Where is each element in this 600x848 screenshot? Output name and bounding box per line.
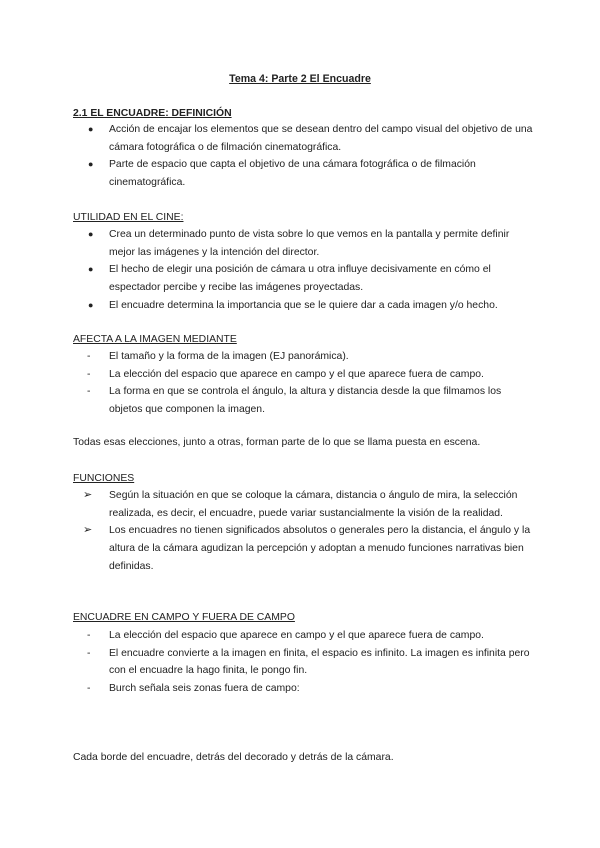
list-item: [73, 297, 533, 315]
section-heading-funciones: FUNCIONES: [73, 473, 135, 484]
section-heading-campo: ENCUADRE EN CAMPO Y FUERA DE CAMPO: [73, 612, 295, 623]
dash-icon: -: [87, 368, 91, 380]
list-item: [73, 645, 533, 680]
list-item: [73, 366, 533, 384]
list-item: [73, 121, 533, 156]
section-heading-afecta: AFECTA A LA IMAGEN MEDIANTE: [73, 334, 237, 345]
list-item: [73, 348, 533, 366]
arrow-bullet-icon: ➢: [83, 489, 93, 501]
definicion-list: [73, 121, 533, 192]
list-item: [73, 680, 533, 698]
bullet-icon: ●: [88, 264, 94, 275]
campo-list: [73, 627, 533, 698]
list-item-text: Burch señala seis zonas fuera de campo:: [109, 683, 300, 695]
list-item-text: La elección del espacio que aparece en campo y el que aparece fuera de campo.: [109, 368, 484, 380]
list-item: [73, 487, 533, 522]
dash-icon: -: [87, 647, 91, 659]
document-title: Tema 4: Parte 2 El Encuadre: [229, 73, 371, 85]
list-item: [73, 226, 533, 261]
dash-icon: -: [87, 683, 91, 695]
list-item-text: El tamaño y la forma de la imagen (EJ panorámica).: [109, 351, 349, 362]
list-item-text: La elección del espacio que aparece en campo y el que aparece fuera de campo.: [109, 630, 484, 641]
dash-icon: -: [87, 630, 91, 641]
list-item-text: Crea un determinado punto de vista sobre lo que vemos en la pantalla y permite definir mejor las imágenes y la intención del director.: [109, 229, 510, 258]
bullet-icon: ●: [88, 229, 94, 239]
list-item: [73, 156, 533, 191]
afecta-list: [73, 348, 533, 419]
arrow-bullet-icon: ➢: [83, 524, 93, 537]
section-heading-utilidad: UTILIDAD EN EL CINE:: [73, 212, 184, 223]
list-item: [73, 383, 533, 418]
list-item-text: El encuadre determina la importancia que se le quiere dar a cada imagen y/o hecho.: [109, 299, 498, 311]
list-item: [73, 522, 533, 575]
utilidad-list: [73, 226, 533, 315]
list-item-text: Parte de espacio que capta el objetivo de una cámara fotográfica o de filmación cinematográfica.: [109, 159, 476, 189]
list-item-text: La forma en que se controla el ángulo, la altura y distancia desde la que filmamos los objetos que componen la imagen.: [109, 386, 502, 416]
dash-icon: -: [87, 386, 91, 398]
list-item: [73, 261, 533, 296]
bullet-icon: ●: [88, 159, 94, 170]
dash-icon: -: [87, 351, 91, 362]
funciones-list: [73, 487, 533, 576]
list-item-text: El hecho de elegir una posición de cámara u otra influye decisivamente en cómo el espectador percibe y recibe las imágenes proyectadas.: [109, 264, 491, 294]
puesta-en-escena-paragraph: Todas esas elecciones, junto a otras, forman parte de lo que se llama puesta en escena.: [73, 437, 481, 448]
list-item-text: Acción de encajar los elementos que se desean dentro del campo visual del objetivo de una cámara fotográfica o de filmación cinematográfica.: [109, 124, 533, 153]
bullet-icon: ●: [88, 124, 94, 134]
bordes-paragraph: Cada borde del encuadre, detrás del decorado y detrás de la cámara.: [73, 752, 394, 763]
section-heading-definicion: 2.1 EL ENCUADRE: DEFINICIÓN: [73, 108, 232, 119]
list-item: [73, 627, 533, 645]
bullet-icon: ●: [88, 299, 94, 310]
list-item-text: El encuadre convierte a la imagen en finita, el espacio es infinito. La imagen es infinita pero con el encuadre la hago finita, le pongo fin.: [109, 647, 530, 677]
list-item-text: Los encuadres no tienen significados absolutos o generales pero la distancia, el ángulo y la altura de la cámara agudizan la percepción y adoptan a menudo funciones narrativas bien definidas.: [109, 525, 531, 572]
list-item-text: Según la situación en que se coloque la cámara, distancia o ángulo de mira, la selección realizada, es decir, el encuadre, puede variar sustancialmente la visión de la realidad.: [109, 490, 518, 519]
